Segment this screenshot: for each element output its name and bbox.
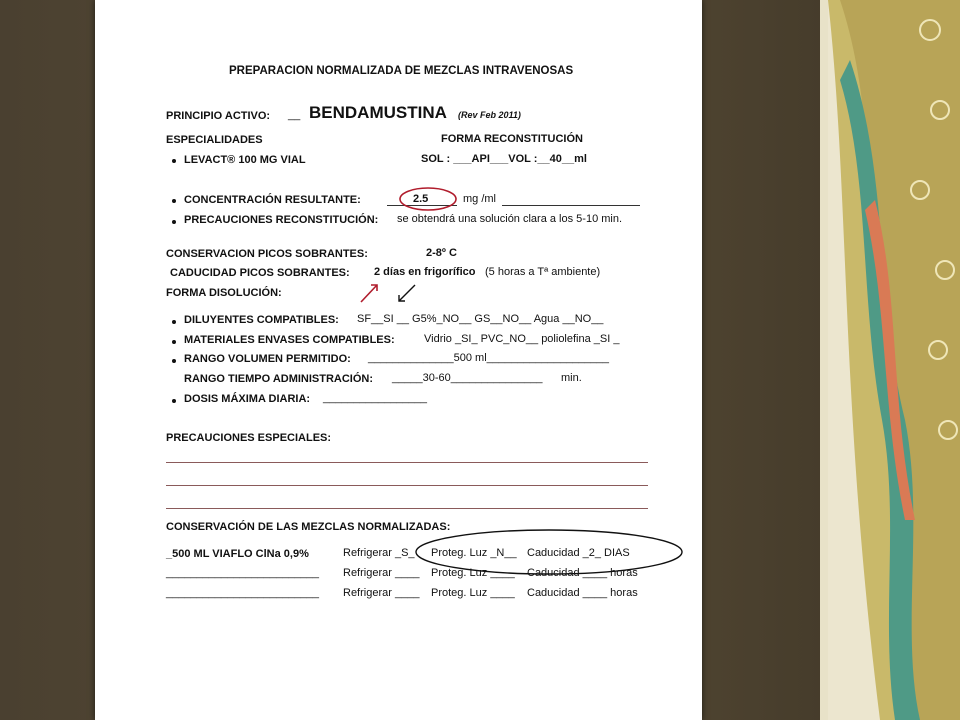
concentracion-unit: mg /ml: [463, 193, 496, 205]
mezcla-row-1-refrigerar: Refrigerar _S_: [343, 547, 415, 559]
rango-tiempo-value: _____30-60_______________: [392, 372, 543, 384]
caducidad-picos-label: CADUCIDAD PICOS SOBRANTES:: [170, 267, 350, 279]
diluyentes-value: SF__SI __ G5%_NO__ GS__NO__ Agua __NO__: [357, 313, 604, 325]
mezcla-row-1-name: _500 ML VIAFLO ClNa 0,9%: [166, 548, 309, 560]
black-arrow-icon: [399, 285, 415, 301]
principio-value: BENDAMUSTINA: [309, 103, 447, 122]
document-title: PREPARACION NORMALIZADA DE MEZCLAS INTRAVENOSAS: [229, 65, 574, 77]
especialidades-label: ESPECIALIDADES: [166, 134, 263, 146]
caducidad-picos-extra: (5 horas a Tª ambiente): [485, 266, 601, 278]
red-arrow-icon: [361, 285, 377, 302]
materiales-value: Vidrio _SI_ PVC_NO__ poliolefina _SI _: [424, 333, 620, 345]
concentracion-label: CONCENTRACIÓN RESULTANTE:: [184, 194, 361, 206]
mezcla-row-2-name: _________________________: [166, 567, 319, 579]
mezcla-row-3-refrigerar: Refrigerar ____: [343, 587, 420, 599]
forma-disolucion-label: FORMA DISOLUCIÓN:: [166, 287, 282, 299]
dosis-label: DOSIS MÁXIMA DIARIA:: [184, 393, 311, 405]
mezcla-row-1-caducidad: Caducidad _2_ DIAS: [527, 547, 630, 559]
rango-volumen-value: ______________500 ml____________________: [368, 352, 610, 364]
mezcla-row-1-proteg: Proteg. Luz _N__: [431, 547, 517, 559]
materiales-label: MATERIALES ENVASES COMPATIBLES:: [184, 334, 395, 346]
caducidad-picos-value: 2 días en frigorífico: [374, 266, 476, 278]
especialidad-item: LEVACT® 100 MG VIAL: [184, 154, 306, 166]
storage-highlight-oval: [416, 530, 682, 574]
concentration-highlight-circle: [400, 188, 456, 210]
mezcla-row-3-proteg: Proteg. Luz ____: [431, 587, 515, 599]
precauciones-especiales-label: PRECAUCIONES ESPECIALES:: [166, 432, 332, 444]
mezcla-row-3-name: _________________________: [166, 587, 319, 599]
mezcla-row-3-caducidad: Caducidad ____ horas: [527, 587, 638, 599]
precauciones-reconst-label: PRECAUCIONES RECONSTITUCIÓN:: [184, 214, 379, 226]
reconstitucion-value: SOL : ___API___VOL :__40__ml: [421, 153, 587, 165]
dosis-value: _________________: [323, 392, 428, 404]
revision-note: (Rev Feb 2011): [458, 110, 521, 120]
mezcla-row-2-refrigerar: Refrigerar ____: [343, 567, 420, 579]
forma-reconstitucion-label: FORMA RECONSTITUCIÓN: [441, 133, 583, 145]
conservacion-picos-value: 2-8º C: [426, 247, 457, 259]
conservacion-mezclas-label: CONSERVACIÓN DE LAS MEZCLAS NORMALIZADAS:: [166, 521, 451, 533]
conservacion-picos-label: CONSERVACION PICOS SOBRANTES:: [166, 248, 368, 260]
principio-label: PRINCIPIO ACTIVO:: [166, 110, 271, 122]
precauciones-reconst-value: se obtendrá una solución clara a los 5-10 min.: [397, 213, 623, 225]
concentracion-value: 2.5: [413, 193, 429, 205]
rango-tiempo-unit: min.: [561, 372, 582, 384]
mezcla-row-2-proteg: Proteg. Luz ____: [431, 567, 515, 579]
principio-blank: __: [288, 109, 301, 121]
rango-tiempo-label: RANGO TIEMPO ADMINISTRACIÓN:: [184, 373, 374, 385]
rango-volumen-label: RANGO VOLUMEN PERMITIDO:: [184, 353, 351, 365]
diluyentes-label: DILUYENTES COMPATIBLES:: [184, 314, 339, 326]
mezcla-row-2-caducidad: Caducidad ____ horas: [527, 567, 638, 579]
